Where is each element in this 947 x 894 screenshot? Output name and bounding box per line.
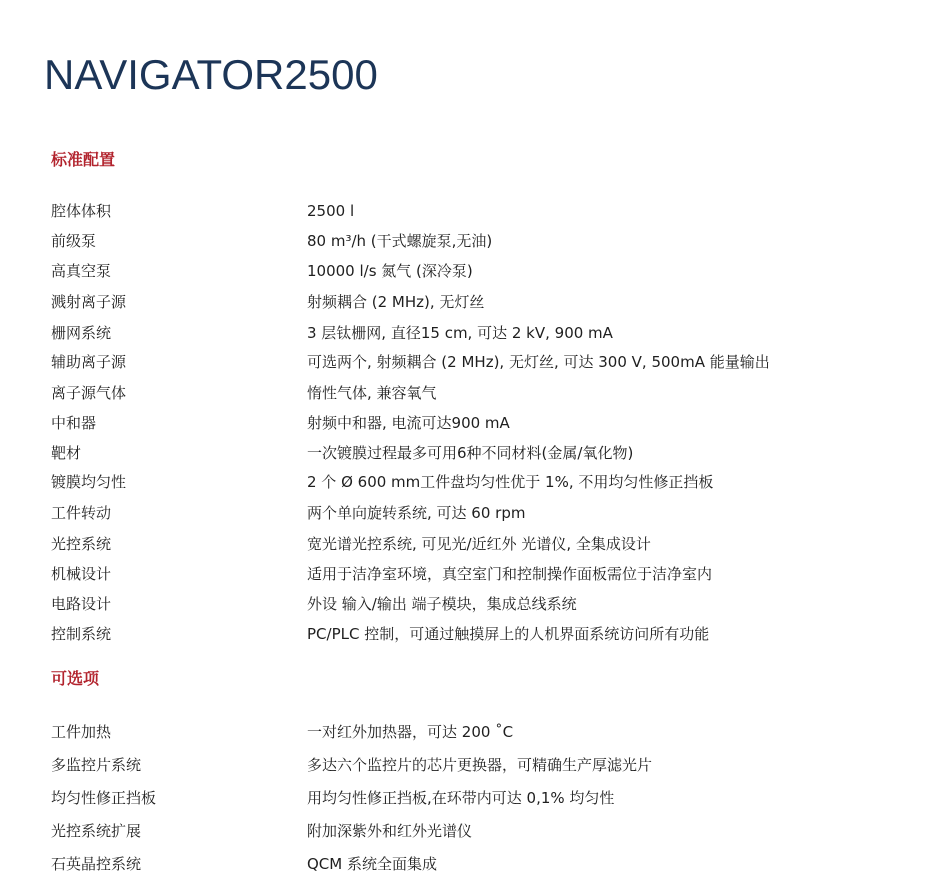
spec-label: 高真空泵 xyxy=(51,262,112,280)
spec-value: QCM 系统全面集成 xyxy=(307,854,437,873)
spec-row xyxy=(51,377,911,408)
spec-label: 溅射离子源 xyxy=(51,293,127,311)
spec-label: 石英晶控系统 xyxy=(51,854,142,873)
spec-label: 辅助离子源 xyxy=(51,353,127,371)
spec-label: 腔体体积 xyxy=(51,202,112,220)
spec-value: 2500 l xyxy=(307,202,355,220)
spec-label: 均匀性修正挡板 xyxy=(51,788,157,807)
spec-row xyxy=(51,619,911,649)
spec-row xyxy=(51,408,911,438)
spec-label: 光控系统扩展 xyxy=(51,821,142,840)
spec-label: 控制系统 xyxy=(51,625,112,643)
spec-value: 两个单向旋转系统, 可达 60 rpm xyxy=(307,504,526,522)
spec-row xyxy=(51,467,911,497)
spec-label: 靶材 xyxy=(51,443,82,462)
standard-config-table xyxy=(51,196,911,649)
spec-row xyxy=(51,715,911,748)
spec-row xyxy=(51,226,911,256)
spec-value: 80 m³/h (干式螺旋泵,无油) xyxy=(307,232,493,250)
spec-row xyxy=(51,497,911,529)
spec-value: 10000 l/s 氮气 (深冷泵) xyxy=(307,262,473,280)
spec-value: 射频中和器, 电流可达900 mA xyxy=(307,414,510,432)
spec-value: 射频耦合 (2 MHz), 无灯丝 xyxy=(307,293,485,311)
spec-row xyxy=(51,196,911,226)
spec-row xyxy=(51,748,911,781)
spec-row xyxy=(51,781,911,814)
spec-value: 一次镀膜过程最多可用6种不同材料(金属/氧化物) xyxy=(307,443,634,462)
spec-row xyxy=(51,286,911,318)
spec-row xyxy=(51,529,911,559)
spec-row xyxy=(51,589,911,619)
spec-value: 可选两个, 射频耦合 (2 MHz), 无灯丝, 可达 300 V, 500mA 能量输出 xyxy=(307,353,770,371)
spec-value: 多达六个监控片的芯片更换器，可精确生产厚滤光片 xyxy=(307,755,653,774)
spec-value: 附加深紫外和红外光谱仪 xyxy=(307,821,473,840)
spec-label: 中和器 xyxy=(51,414,97,432)
spec-row xyxy=(51,438,911,467)
spec-row xyxy=(51,318,911,347)
spec-row xyxy=(51,559,911,589)
spec-row xyxy=(51,847,911,880)
spec-label: 离子源气体 xyxy=(51,383,127,402)
spec-row xyxy=(51,256,911,286)
spec-row xyxy=(51,347,911,377)
spec-value: 宽光谱光控系统, 可见光/近红外 光谱仪, 全集成设计 xyxy=(307,535,651,553)
options-heading: 可选项 xyxy=(51,669,100,688)
standard-config-heading: 标准配置 xyxy=(51,150,116,169)
spec-label: 电路设计 xyxy=(51,595,112,613)
spec-value: 2 个 Ø 600 mm工件盘均匀性优于 1%, 不用均匀性修正挡板 xyxy=(307,473,714,491)
spec-label: 光控系统 xyxy=(51,535,112,553)
spec-label: 栅网系统 xyxy=(51,323,112,342)
spec-label: 工件转动 xyxy=(51,504,112,522)
spec-value: 惰性气体, 兼容氧气 xyxy=(307,383,437,402)
spec-value: 外设 输入/输出 端子模块，集成总线系统 xyxy=(307,595,577,613)
spec-label: 镀膜均匀性 xyxy=(51,473,127,491)
spec-value: 一对红外加热器，可达 200 ˚C xyxy=(307,722,514,741)
spec-label: 多监控片系统 xyxy=(51,755,142,774)
spec-value: 3 层钛栅网, 直径15 cm, 可达 2 kV, 900 mA xyxy=(307,323,613,342)
spec-value: 适用于洁净室环境，真空室门和控制操作面板需位于洁净室内 xyxy=(307,565,713,583)
page-title: NAVIGATOR2500 xyxy=(44,51,378,98)
spec-label: 工件加热 xyxy=(51,722,112,741)
spec-value: PC/PLC 控制，可通过触摸屏上的人机界面系统访问所有功能 xyxy=(307,625,710,643)
spec-label: 前级泵 xyxy=(51,232,97,250)
options-table xyxy=(51,715,911,880)
spec-row xyxy=(51,814,911,847)
spec-value: 用均匀性修正挡板,在环带内可达 0,1% 均匀性 xyxy=(307,788,615,807)
spec-label: 机械设计 xyxy=(51,565,112,583)
